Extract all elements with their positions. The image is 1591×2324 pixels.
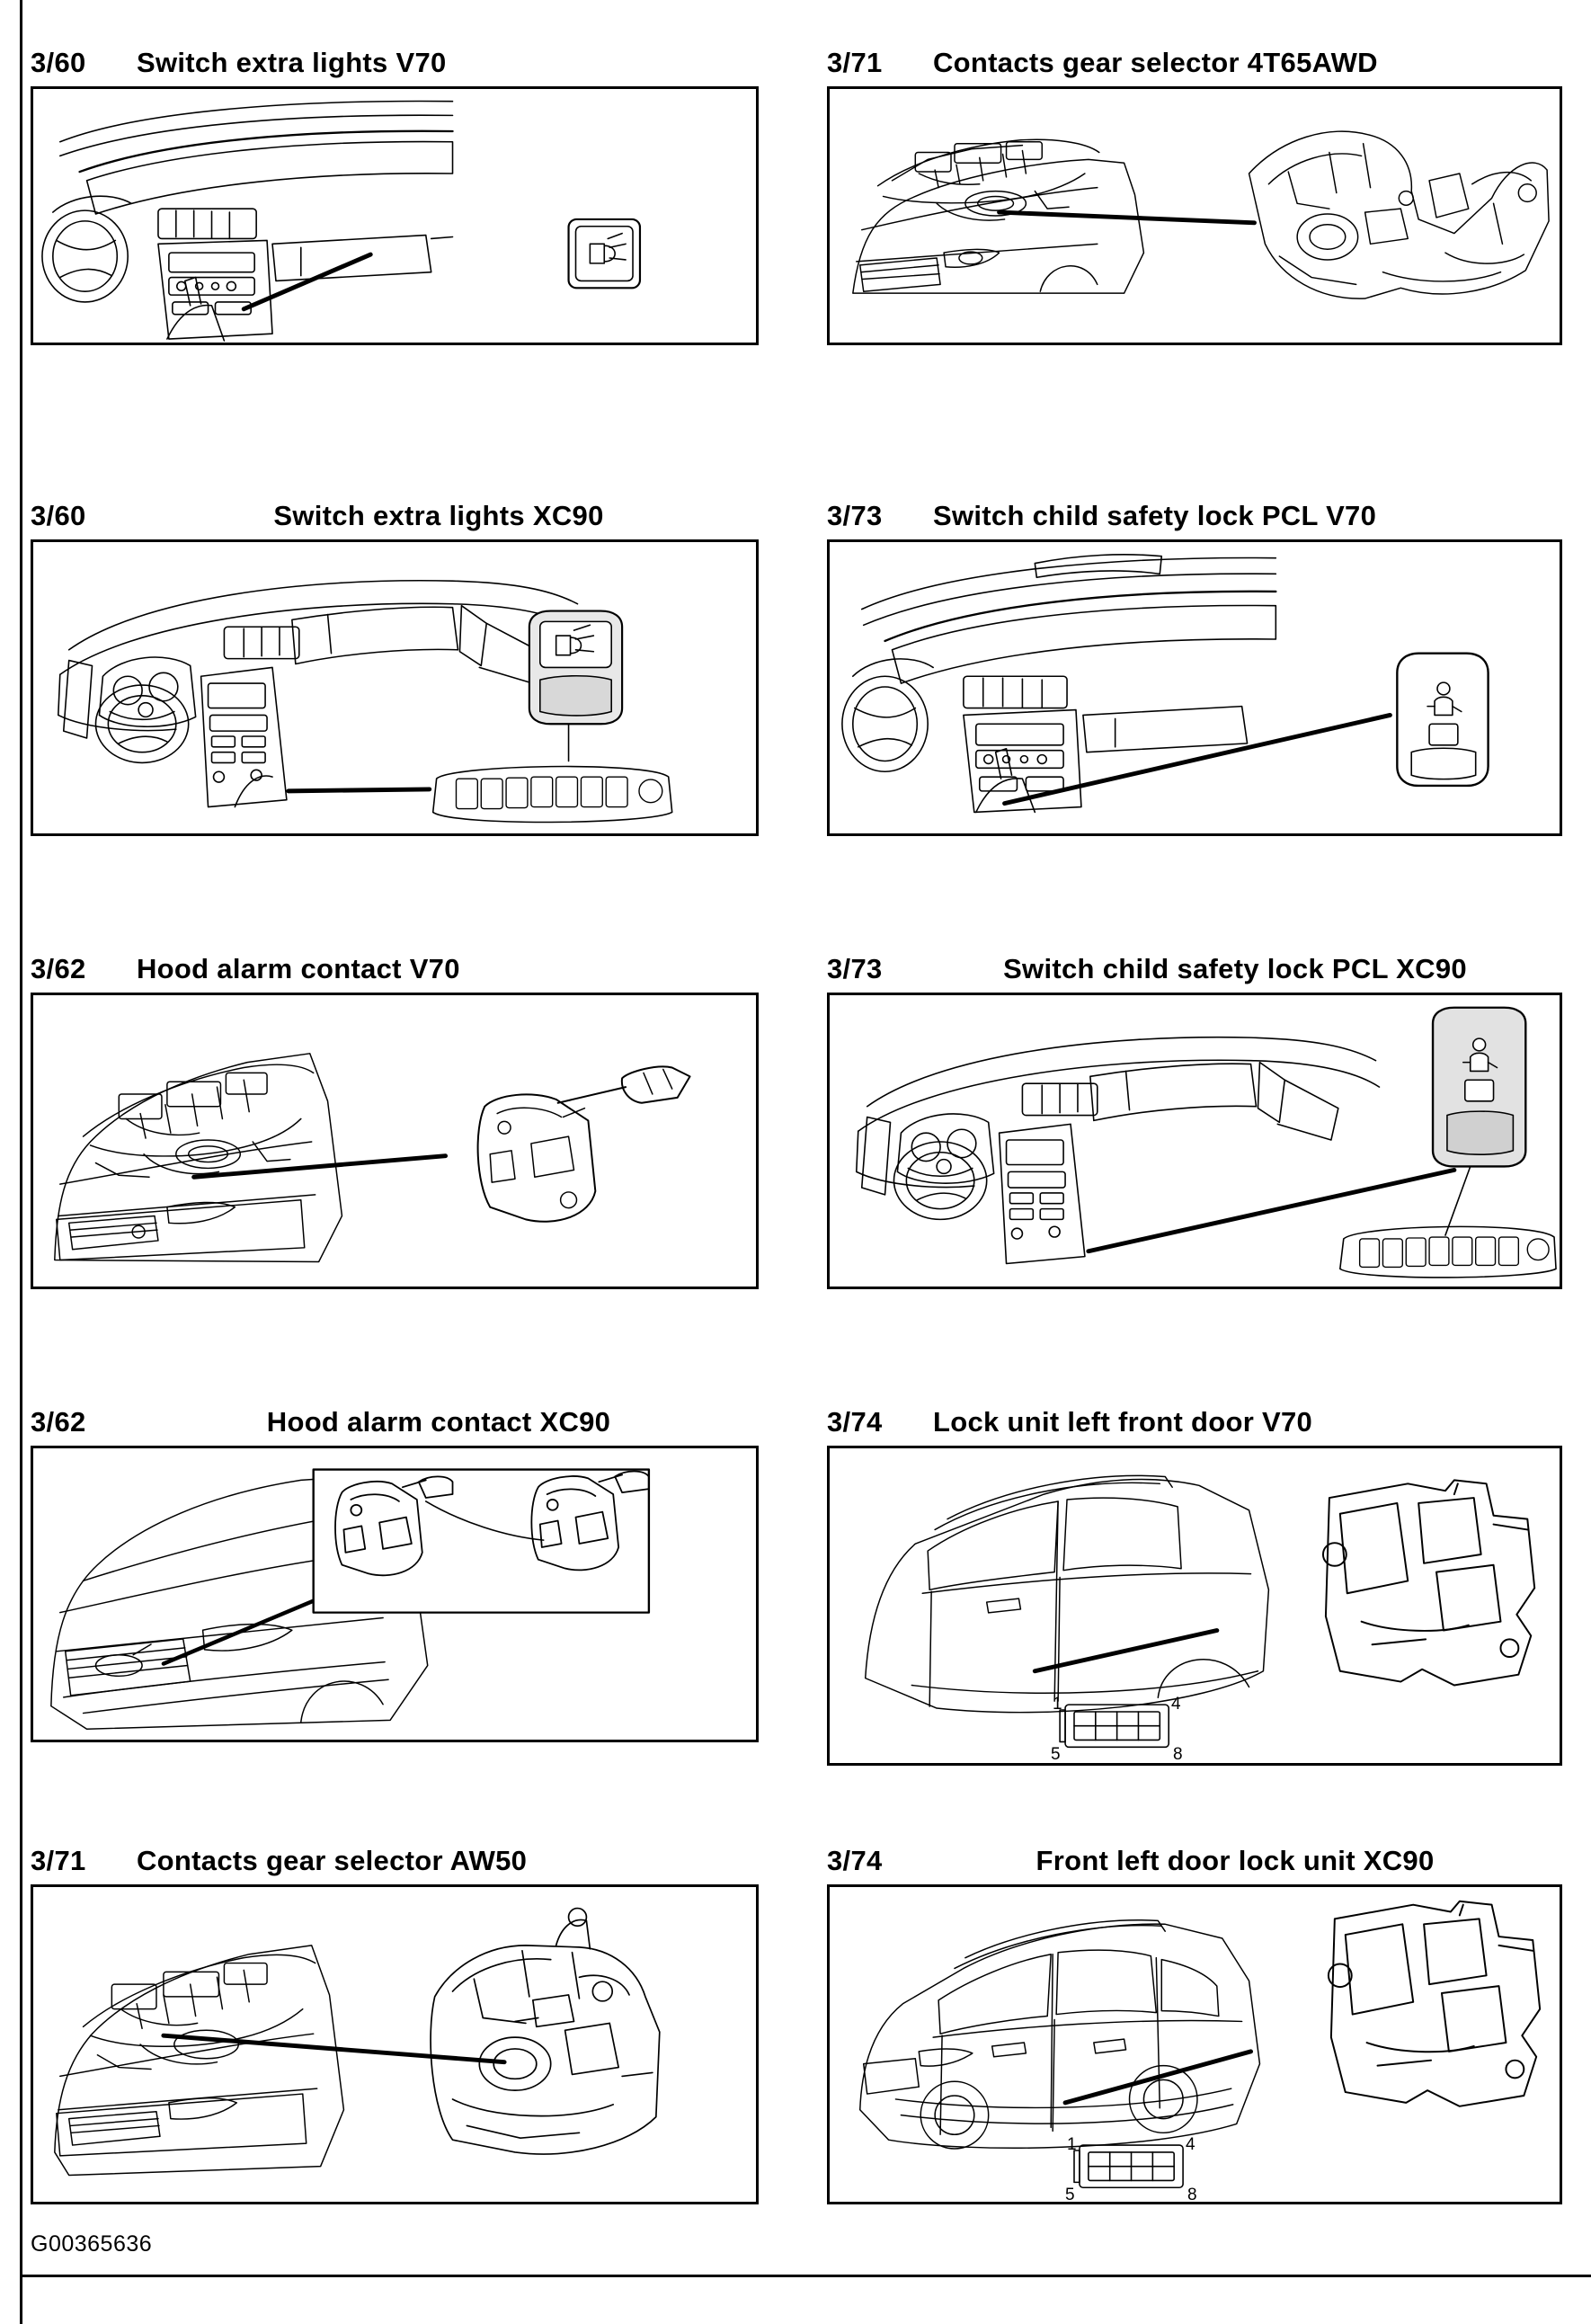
figure-code: 3/71 — [827, 47, 883, 78]
illustration-svg — [33, 1448, 756, 1740]
connector-pin-number-5: 5 — [1065, 2186, 1075, 2204]
connector-pin-number-5: 5 — [1051, 1745, 1061, 1764]
figure-code: 3/62 — [31, 953, 86, 984]
figure-block-3-62-xc90 — [31, 1406, 768, 1742]
connector-pin-number-8: 8 — [1187, 2186, 1197, 2204]
figure-image-switch-extra-lights-xc90 — [31, 539, 759, 836]
figure-image-hood-alarm-contact-xc90 — [31, 1446, 759, 1742]
figure-title — [31, 500, 768, 539]
figure-block-3-73-xc90 — [827, 953, 1564, 1289]
illustration-svg — [830, 89, 1560, 343]
figure-label: Switch extra lights V70 — [137, 47, 447, 78]
figure-code: 3/73 — [827, 500, 883, 531]
connector-pin-number-4: 4 — [1171, 1695, 1181, 1714]
figure-block-3-60-xc90 — [31, 500, 768, 836]
figure-image-front-left-door-lock-unit-xc90 — [827, 1884, 1562, 2204]
figure-label: Switch extra lights XC90 — [273, 500, 604, 531]
connector-pin-number-1: 1 — [1067, 2135, 1077, 2154]
illustration-svg — [33, 89, 756, 343]
figure-title — [31, 47, 768, 86]
figure-image-contacts-gear-selector-aw50 — [31, 1884, 759, 2204]
illustration-svg — [830, 542, 1560, 833]
figure-code: 3/74 — [827, 1406, 883, 1438]
figure-label: Hood alarm contact XC90 — [266, 1406, 611, 1438]
figure-block-3-71-4t65awd — [827, 47, 1564, 345]
figure-label: Contacts gear selector 4T65AWD — [933, 47, 1378, 78]
figure-code: 3/73 — [827, 953, 883, 984]
connector-pin-number-8: 8 — [1173, 1745, 1183, 1764]
figure-block-3-71-aw50 — [31, 1845, 768, 2204]
figure-title — [31, 953, 768, 993]
figure-block-3-62-v70 — [31, 953, 768, 1289]
figure-label: Hood alarm contact V70 — [137, 953, 460, 984]
figure-label: Lock unit left front door V70 — [933, 1406, 1313, 1438]
figure-code: 3/74 — [827, 1845, 883, 1876]
document-footer-code: G00365636 — [31, 2231, 153, 2257]
figure-block-3-60-v70 — [31, 47, 768, 345]
figure-label: Switch child safety lock PCL V70 — [933, 500, 1377, 531]
figure-code: 3/71 — [31, 1845, 86, 1876]
figure-title — [827, 953, 1564, 993]
figure-title — [827, 500, 1564, 539]
connector-pin-number-4: 4 — [1186, 2135, 1195, 2154]
figure-image-hood-alarm-contact-v70 — [31, 993, 759, 1289]
figure-image-lock-unit-left-front-door-v70 — [827, 1446, 1562, 1766]
figure-image-contacts-gear-selector-4t65awd — [827, 86, 1562, 345]
illustration-svg — [33, 542, 756, 833]
figure-title — [827, 1406, 1564, 1446]
figure-code: 3/60 — [31, 500, 86, 531]
figure-label: Front left door lock unit XC90 — [1035, 1845, 1435, 1876]
figure-block-3-74-xc90 — [827, 1845, 1564, 2204]
figure-block-3-73-v70 — [827, 500, 1564, 836]
figure-image-switch-child-safety-lock-v70 — [827, 539, 1562, 836]
figure-image-switch-child-safety-lock-xc90 — [827, 993, 1562, 1289]
illustration-svg — [33, 1887, 756, 2202]
figure-title — [827, 1845, 1564, 1884]
figure-title — [827, 47, 1564, 86]
figure-block-3-74-v70 — [827, 1406, 1564, 1766]
illustration-svg — [830, 995, 1560, 1287]
figure-label: Contacts gear selector AW50 — [137, 1845, 528, 1876]
figure-title — [31, 1406, 768, 1446]
illustration-svg — [33, 995, 756, 1287]
connector-pin-number-1: 1 — [1053, 1695, 1062, 1714]
illustration-svg — [830, 1448, 1560, 1763]
figure-label: Switch child safety lock PCL XC90 — [1003, 953, 1467, 984]
figure-title — [31, 1845, 768, 1884]
figure-code: 3/60 — [31, 47, 86, 78]
figure-code: 3/62 — [31, 1406, 86, 1438]
figure-image-switch-extra-lights-v70 — [31, 86, 759, 345]
